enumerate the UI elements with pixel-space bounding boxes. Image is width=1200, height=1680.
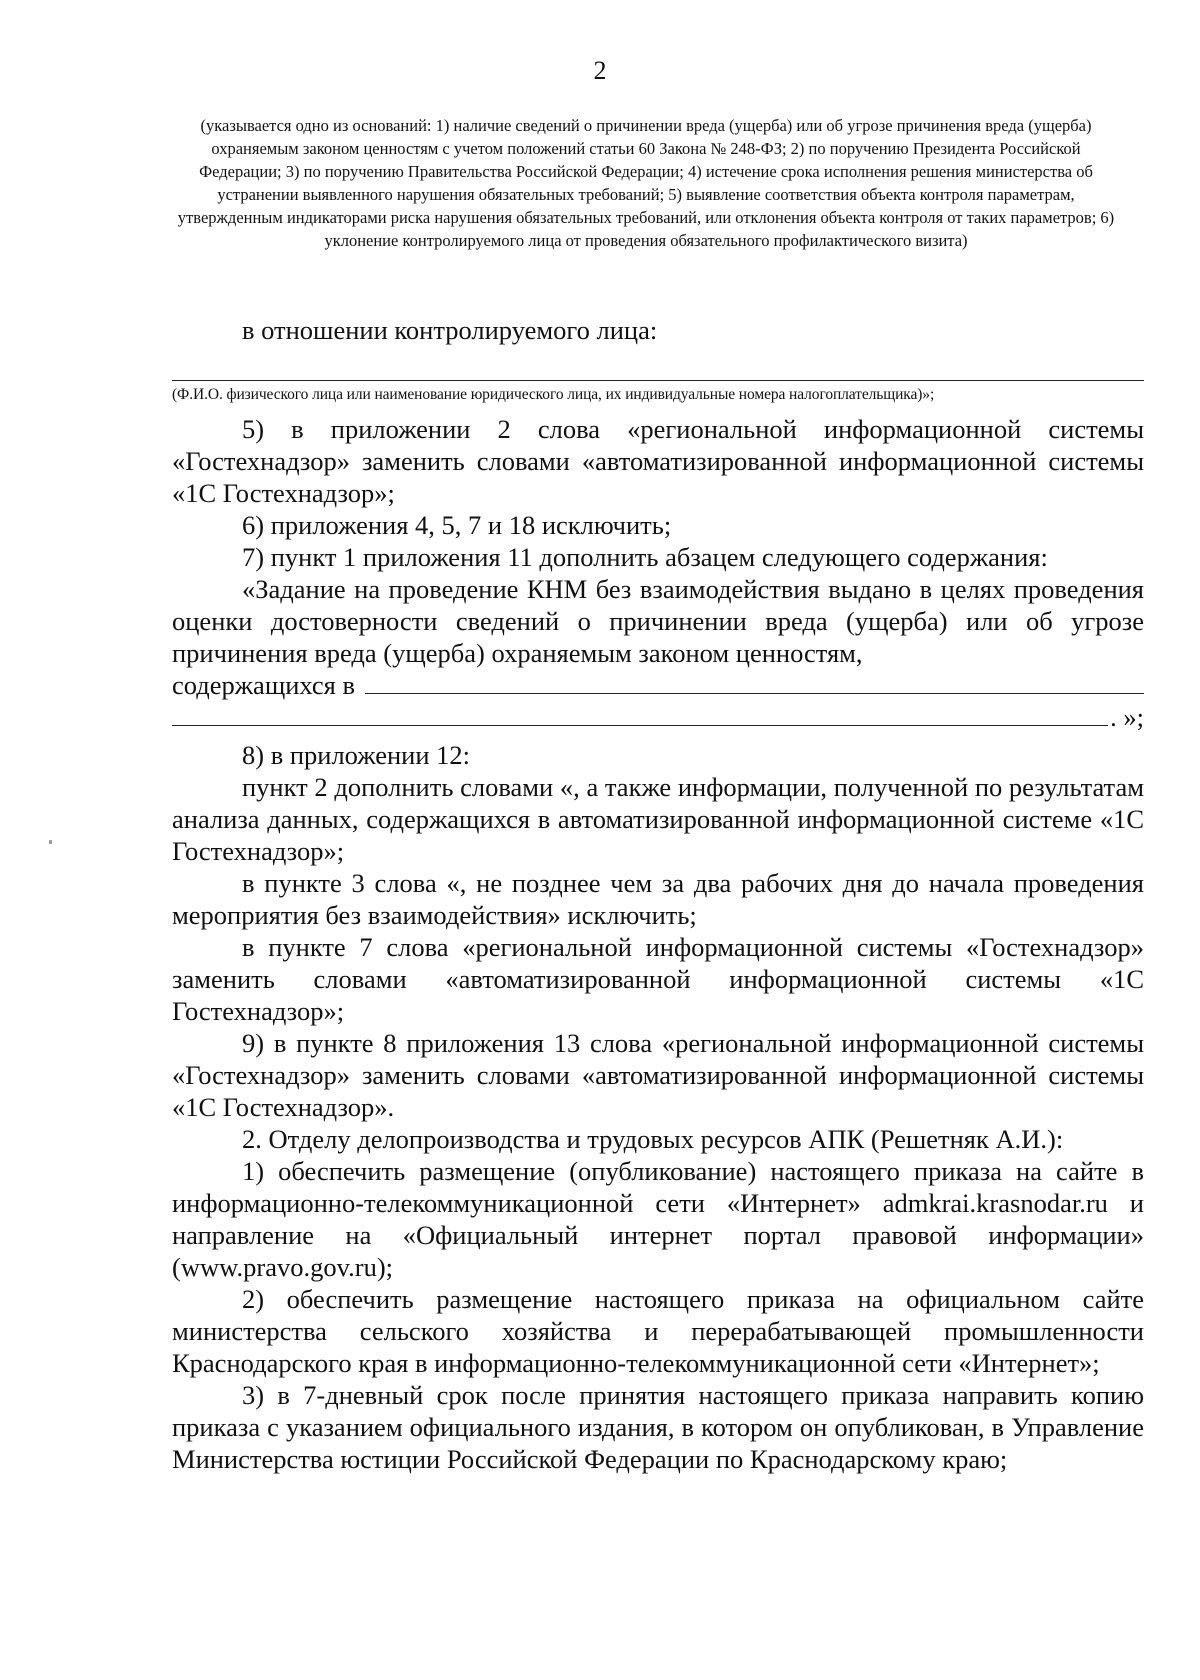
item-7-contained-line — [172, 669, 1144, 701]
document-body — [172, 314, 1144, 1475]
fio-caption: (Ф.И.О. физического лица или наименование юридического лица, их индивидуальные номера налогоплательщика)»; — [172, 386, 935, 403]
section-2-item-2: 2) обеспечить размещение настоящего приказа на официальном сайте министерства сельского хозяйства и перерабатывающей промышленности Краснодарского края в информационно-телекоммуникационной сети «Интернет»; — [172, 1284, 1144, 1378]
item-5: 5) в приложении 2 слова «региональной информационной системы «Гостехнадзор» заменить словами «автоматизированной информационной системы «1С Гостехнадзор»; — [172, 414, 1144, 508]
item-8-paragraph-3: в пункте 3 слова «, не позднее чем за два рабочих дня до начала проведения мероприятия без взаимодействия» исключить; — [172, 868, 1144, 930]
controlled-person-label: в отношении контролируемого лица: — [242, 315, 658, 345]
item-7-end: . »; — [1110, 702, 1144, 732]
section-2-item-1: 1) обеспечить размещение (опубликование) настоящего приказа на сайте в информационно-телекоммуникационной сети «Интернет» admkrai.krasnodar.ru и направление на «Официальный интернет портал правовой информации» (www.pravo.gov.ru); — [172, 1156, 1144, 1282]
item-7-contained-label: содержащихся в — [172, 670, 355, 700]
section-2-item-3: 3) в 7-дневный срок после принятия настоящего приказа направить копию приказа с указанием официального издания, в котором он опубликован, в Управление Министерства юстиции Российской Федерации по Краснодарскому краю; — [172, 1380, 1144, 1474]
item-7-blank-1 — [365, 671, 1144, 694]
scan-speck — [49, 840, 52, 844]
item-7-blank-2 — [172, 703, 1108, 726]
item-7-end-line — [172, 701, 1144, 733]
item-8: 8) в приложении 12: — [242, 740, 471, 770]
controlled-person-blank-line — [172, 350, 1144, 381]
item-7-quote: «Задание на проведение КНМ без взаимодействия выдано в целях проведения оценки достоверности сведений о причинении вреда (ущерба) или об угрозе причинения вреда (ущерба) охраняемым законом ценностям, — [172, 574, 1144, 668]
basis-note: (указывается одно из оснований: 1) наличие сведений о причинении вреда (ущерба) или об угрозе причинения вреда (ущерба) охраняемым законом ценностям с учетом положений статьи 60 Закона № 248-ФЗ; 2) по поручению Президента Российской Федерации; 3) по поручению Правительства Российской Федерации; 4) истечение срока исполнения решения министерства об устранении выявленного нарушения обязательных требований; 5) выявление соответствия объекта контроля параметрам, утвержденным индикаторами риска нарушения обязательных требований, или отклонения объекта контроля от таких параметров; 6) уклонение контролируемого лица от проведения обязательного профилактического визита) — [177, 116, 1115, 250]
item-7: 7) пункт 1 приложения 11 дополнить абзацем следующего содержания: — [242, 542, 1048, 572]
item-6: 6) приложения 4, 5, 7 и 18 исключить; — [242, 510, 672, 540]
page-number: 2 — [593, 56, 607, 85]
section-2-heading: 2. Отделу делопроизводства и трудовых ресурсов АПК (Решетняк А.И.): — [242, 1124, 1064, 1154]
item-8-paragraph-7: в пункте 7 слова «региональной информационной системы «Гостехнадзор» заменить словами «автоматизированной информационной системы «1С Гостехнадзор»; — [172, 932, 1144, 1026]
item-9: 9) в пункте 8 приложения 13 слова «региональной информационной системы «Гостехнадзор» заменить словами «автоматизированной информационной системы «1С Гостехнадзор». — [172, 1028, 1144, 1122]
item-8-paragraph-2: пункт 2 дополнить словами «, а также информации, полученной по результатам анализа данных, содержащихся в автоматизированной информационной системе «1С Гостехнадзор»; — [172, 772, 1144, 866]
